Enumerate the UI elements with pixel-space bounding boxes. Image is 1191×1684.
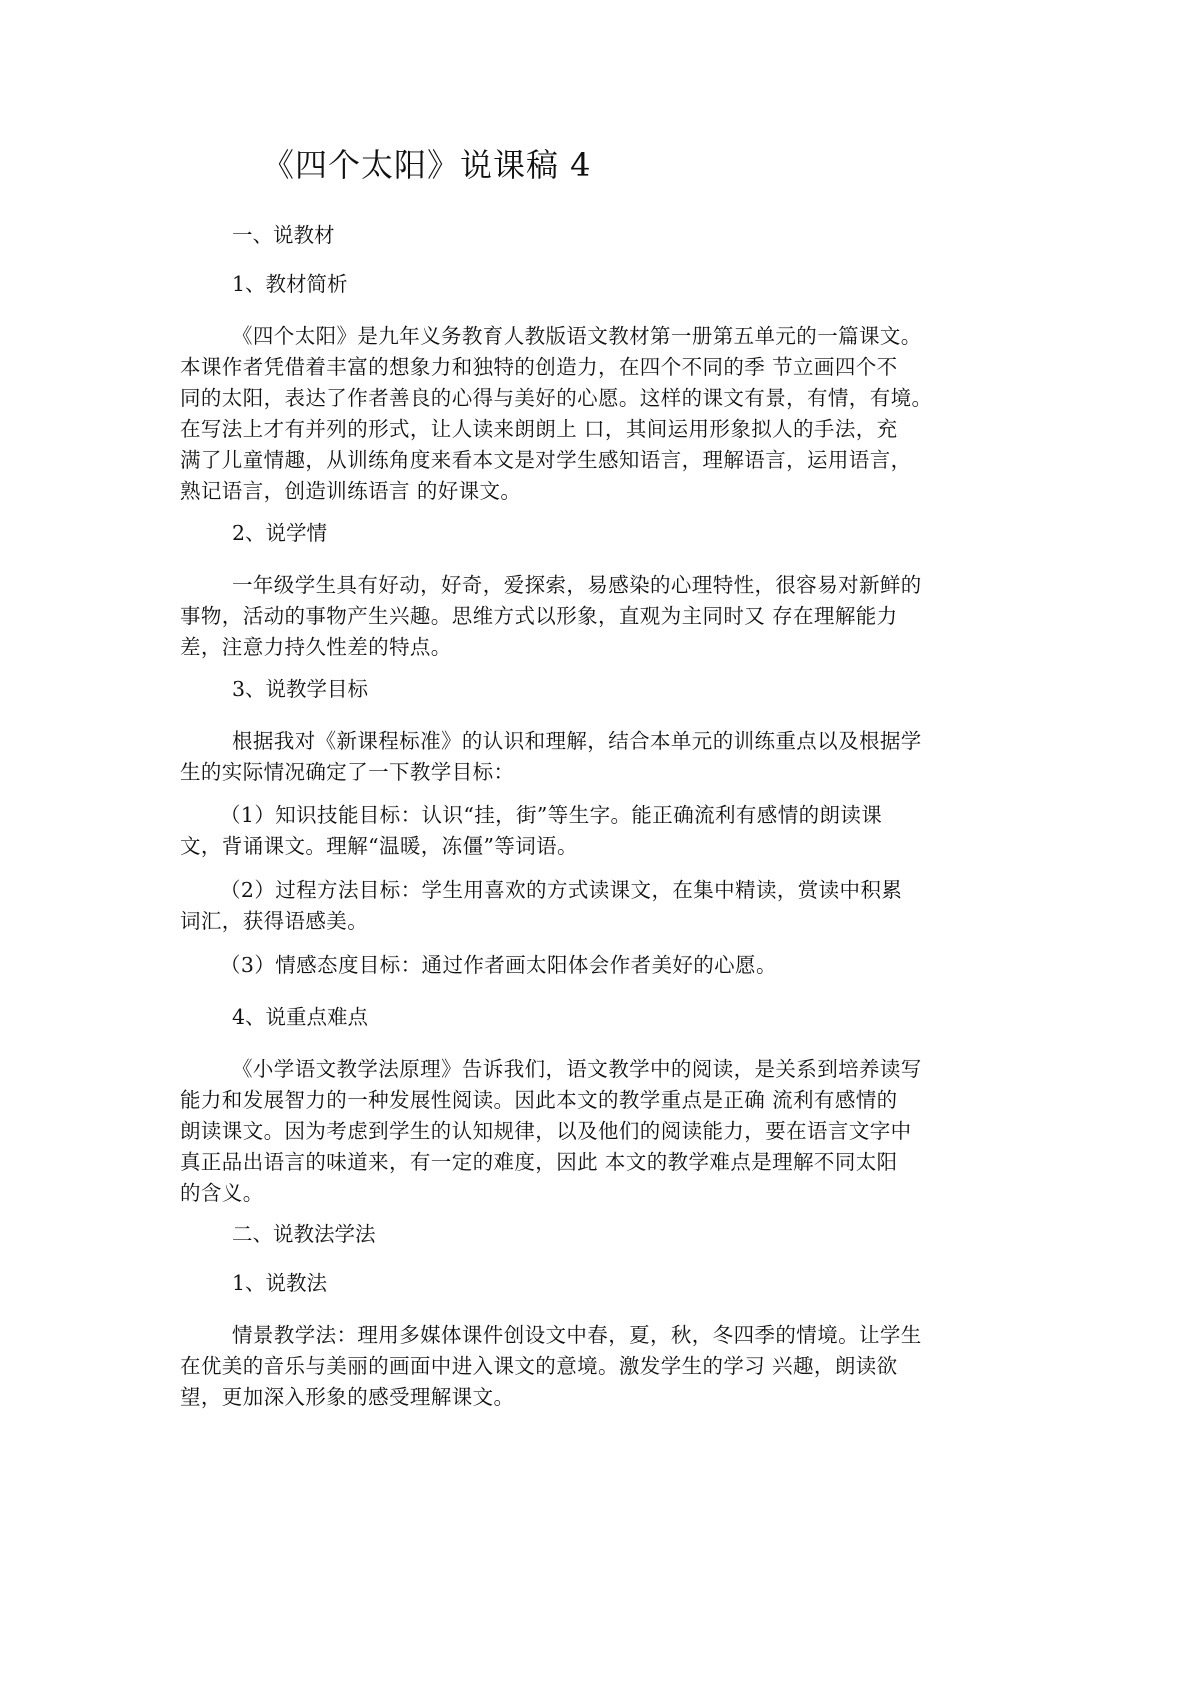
section-heading-teaching-material: 一、说教材 <box>232 223 335 247</box>
text-line: 同的太阳，表达了作者善良的心得与美好的心愿。这样的课文有景，有情，有境。 <box>180 386 933 410</box>
paragraph-student-situation <box>180 570 1010 663</box>
text-line: 熟记语言，创造训练语言 的好课文。 <box>180 479 522 503</box>
text-line: （2）过程方法目标：学生用喜欢的方式读课文，在集中精读，赏读中积累 <box>220 878 903 902</box>
subheading-material-analysis: 1、教材简析 <box>232 272 348 296</box>
text-line: 满了儿童情趣，从训练角度来看本文是对学生感知语言，理解语言，运用语言， <box>180 448 912 472</box>
paragraph-goal-emotion <box>180 950 1010 981</box>
text-line: 本课作者凭借着丰富的想象力和独特的创造力，在四个不同的季 节立画四个不 <box>180 355 898 379</box>
subheading-teaching-goals: 3、说教学目标 <box>232 677 369 701</box>
paragraph-key-points <box>180 1054 1010 1209</box>
subheading-teaching-method: 1、说教法 <box>232 1271 328 1295</box>
paragraph-goal-knowledge <box>180 800 1010 862</box>
text-line: 望，更加深入形象的感受理解课文。 <box>180 1385 515 1409</box>
subheading-key-points: 4、说重点难点 <box>232 1005 369 1029</box>
text-line: 朗读课文。因为考虑到学生的认知规律，以及他们的阅读能力，要在语言文字中 <box>180 1119 912 1143</box>
subheading-student-situation: 2、说学情 <box>232 521 328 545</box>
text-line: 《小学语文教学法原理》告诉我们，语文教学中的阅读，是关系到培养读写 <box>232 1057 922 1081</box>
text-line: 差，注意力持久性差的特点。 <box>180 635 452 659</box>
paragraph-scenario-teaching <box>180 1320 1010 1413</box>
text-line: 文，背诵课文。理解“温暖，冻僵”等词语。 <box>180 834 578 858</box>
text-line: 一年级学生具有好动，好奇，爱探索，易感染的心理特性，很容易对新鲜的 <box>232 573 922 597</box>
text-line: 词汇，获得语感美。 <box>180 909 369 933</box>
paragraph-material-analysis <box>180 321 1010 507</box>
text-line: 的含义。 <box>180 1181 264 1205</box>
text-line: 情景教学法：理用多媒体课件创设文中春，夏，秋，冬四季的情境。让学生 <box>232 1323 922 1347</box>
text-line: 真正品出语言的味道来，有一定的难度，因此 本文的教学难点是理解不同太阳 <box>180 1150 898 1174</box>
text-line: 《四个太阳》是九年义务教育人教版语文教材第一册第五单元的一篇课文。 <box>232 324 922 348</box>
text-line: 能力和发展智力的一种发展性阅读。因此本文的教学重点是正确 流利有感情的 <box>180 1088 898 1112</box>
text-line: 生的实际情况确定了一下教学目标： <box>180 760 515 784</box>
document-title: 《四个太阳》说课稿 4 <box>262 146 592 184</box>
paragraph-goal-process <box>180 875 1010 937</box>
text-line: 事物，活动的事物产生兴趣。思维方式以形象，直观为主同时又 存在理解能力 <box>180 604 898 628</box>
text-line: 在优美的音乐与美丽的画面中进入课文的意境。激发学生的学习 兴趣，朗读欲 <box>180 1354 898 1378</box>
text-line: （3）情感态度目标：通过作者画太阳体会作者美好的心愿。 <box>220 953 777 977</box>
paragraph-teaching-goals-intro <box>180 726 1010 788</box>
section-heading-teaching-methods: 二、说教法学法 <box>232 1222 376 1246</box>
text-line: （1）知识技能目标：认识“挂，街”等生字。能正确流利有感情的朗读课 <box>220 803 883 827</box>
text-line: 在写法上才有并列的形式，让人读来朗朗上 口，其间运用形象拟人的手法，充 <box>180 417 898 441</box>
text-line: 根据我对《新课程标准》的认识和理解，结合本单元的训练重点以及根据学 <box>232 729 922 753</box>
